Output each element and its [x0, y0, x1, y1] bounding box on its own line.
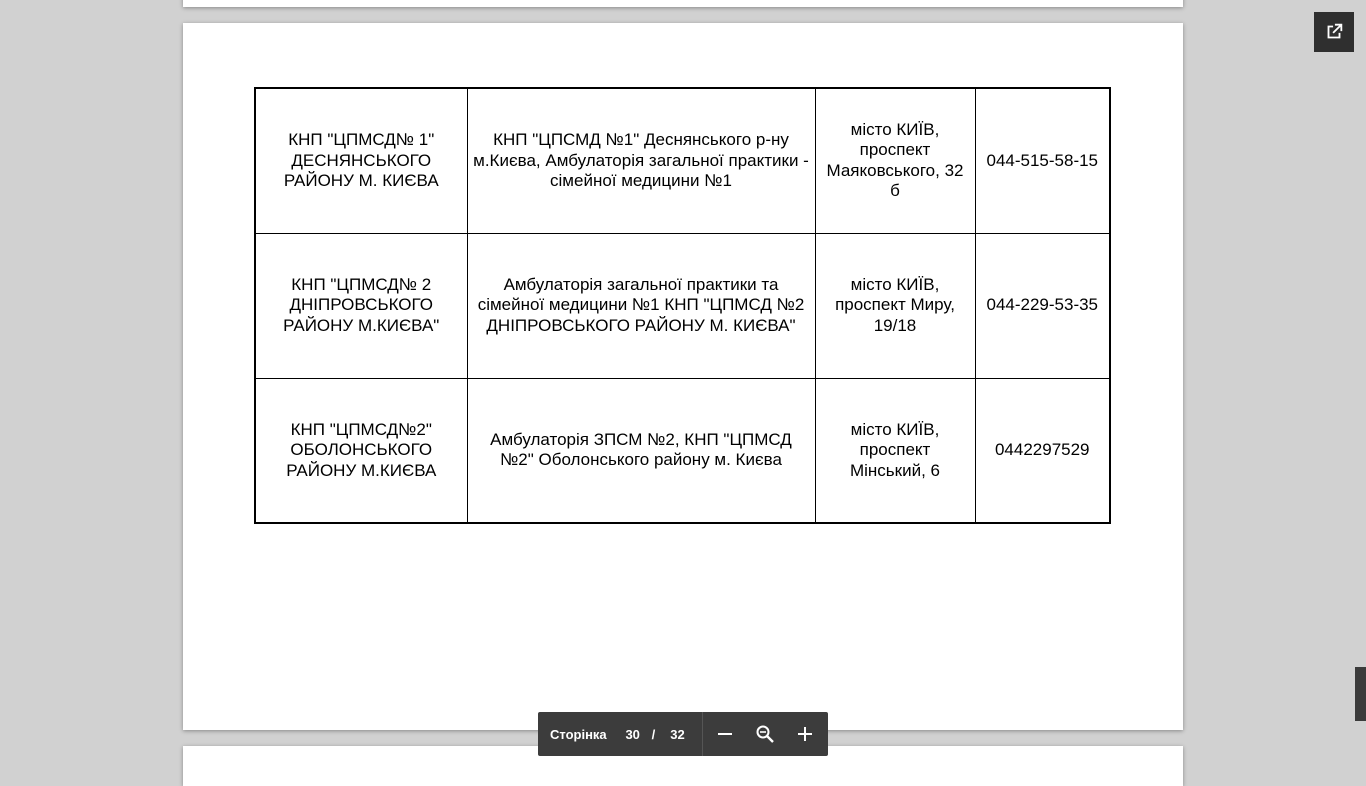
facility-unit-cell: Амбулаторія ЗПСМ №2, КНП "ЦПМСД №2" Оболонського району м. Києва [467, 378, 815, 523]
toolbar-divider [702, 712, 703, 756]
plus-icon [796, 725, 814, 743]
table-row [255, 88, 1110, 233]
address-cell: місто КИЇВ, проспект Миру, 19/18 [815, 233, 975, 378]
zoom-in-button[interactable] [785, 712, 825, 756]
scrollbar-track[interactable] [1354, 0, 1366, 768]
zoom-reset-button[interactable] [745, 712, 785, 756]
phone-cell: 0442297529 [975, 378, 1110, 523]
phone-cell: 044-229-53-35 [975, 233, 1110, 378]
facility-unit-cell: Амбулаторія загальної практики та сімейної медицини №1 КНП "ЦПМСД №2 ДНІПРОВСЬКОГО РАЙОНУ М. КИЄВА" [467, 233, 815, 378]
page-label: Сторінка [550, 726, 607, 742]
phone-cell: 044-515-58-15 [975, 88, 1110, 233]
table-row [255, 378, 1110, 523]
popout-button[interactable] [1314, 12, 1354, 52]
facility-name-cell: КНП "ЦПМСД№ 2 ДНІПРОВСЬКОГО РАЙОНУ М.КИЄВА" [255, 233, 467, 378]
document-page [183, 23, 1183, 730]
address-cell: місто КИЇВ, проспект Мінський, 6 [815, 378, 975, 523]
facility-name-cell: КНП "ЦПМСД№2" ОБОЛОНСЬКОГО РАЙОНУ М.КИЄВА [255, 378, 467, 523]
previous-page [183, 0, 1183, 7]
facilities-table [254, 87, 1111, 524]
table-row [255, 233, 1110, 378]
page-separator: / [651, 726, 656, 742]
total-pages: 32 [670, 726, 685, 742]
zoom-out-button[interactable] [705, 712, 745, 756]
address-cell: місто КИЇВ, проспект Маяковського, 32 б [815, 88, 975, 233]
pdf-toolbar [538, 712, 828, 756]
facility-unit-cell: КНП "ЦПСМД №1" Деснянського р-ну м.Києва, Амбулаторія загальної практики - сімейної медицини №1 [467, 88, 815, 233]
scrollbar-thumb[interactable] [1355, 667, 1366, 721]
facility-name-cell: КНП "ЦПМСД№ 1" ДЕСНЯНСЬКОГО РАЙОНУ М. КИЄВА [255, 88, 467, 233]
zoom-icon [755, 724, 775, 744]
open-in-new-icon [1323, 21, 1345, 43]
page-number-input[interactable]: 30 [625, 726, 640, 742]
minus-icon [716, 725, 734, 743]
